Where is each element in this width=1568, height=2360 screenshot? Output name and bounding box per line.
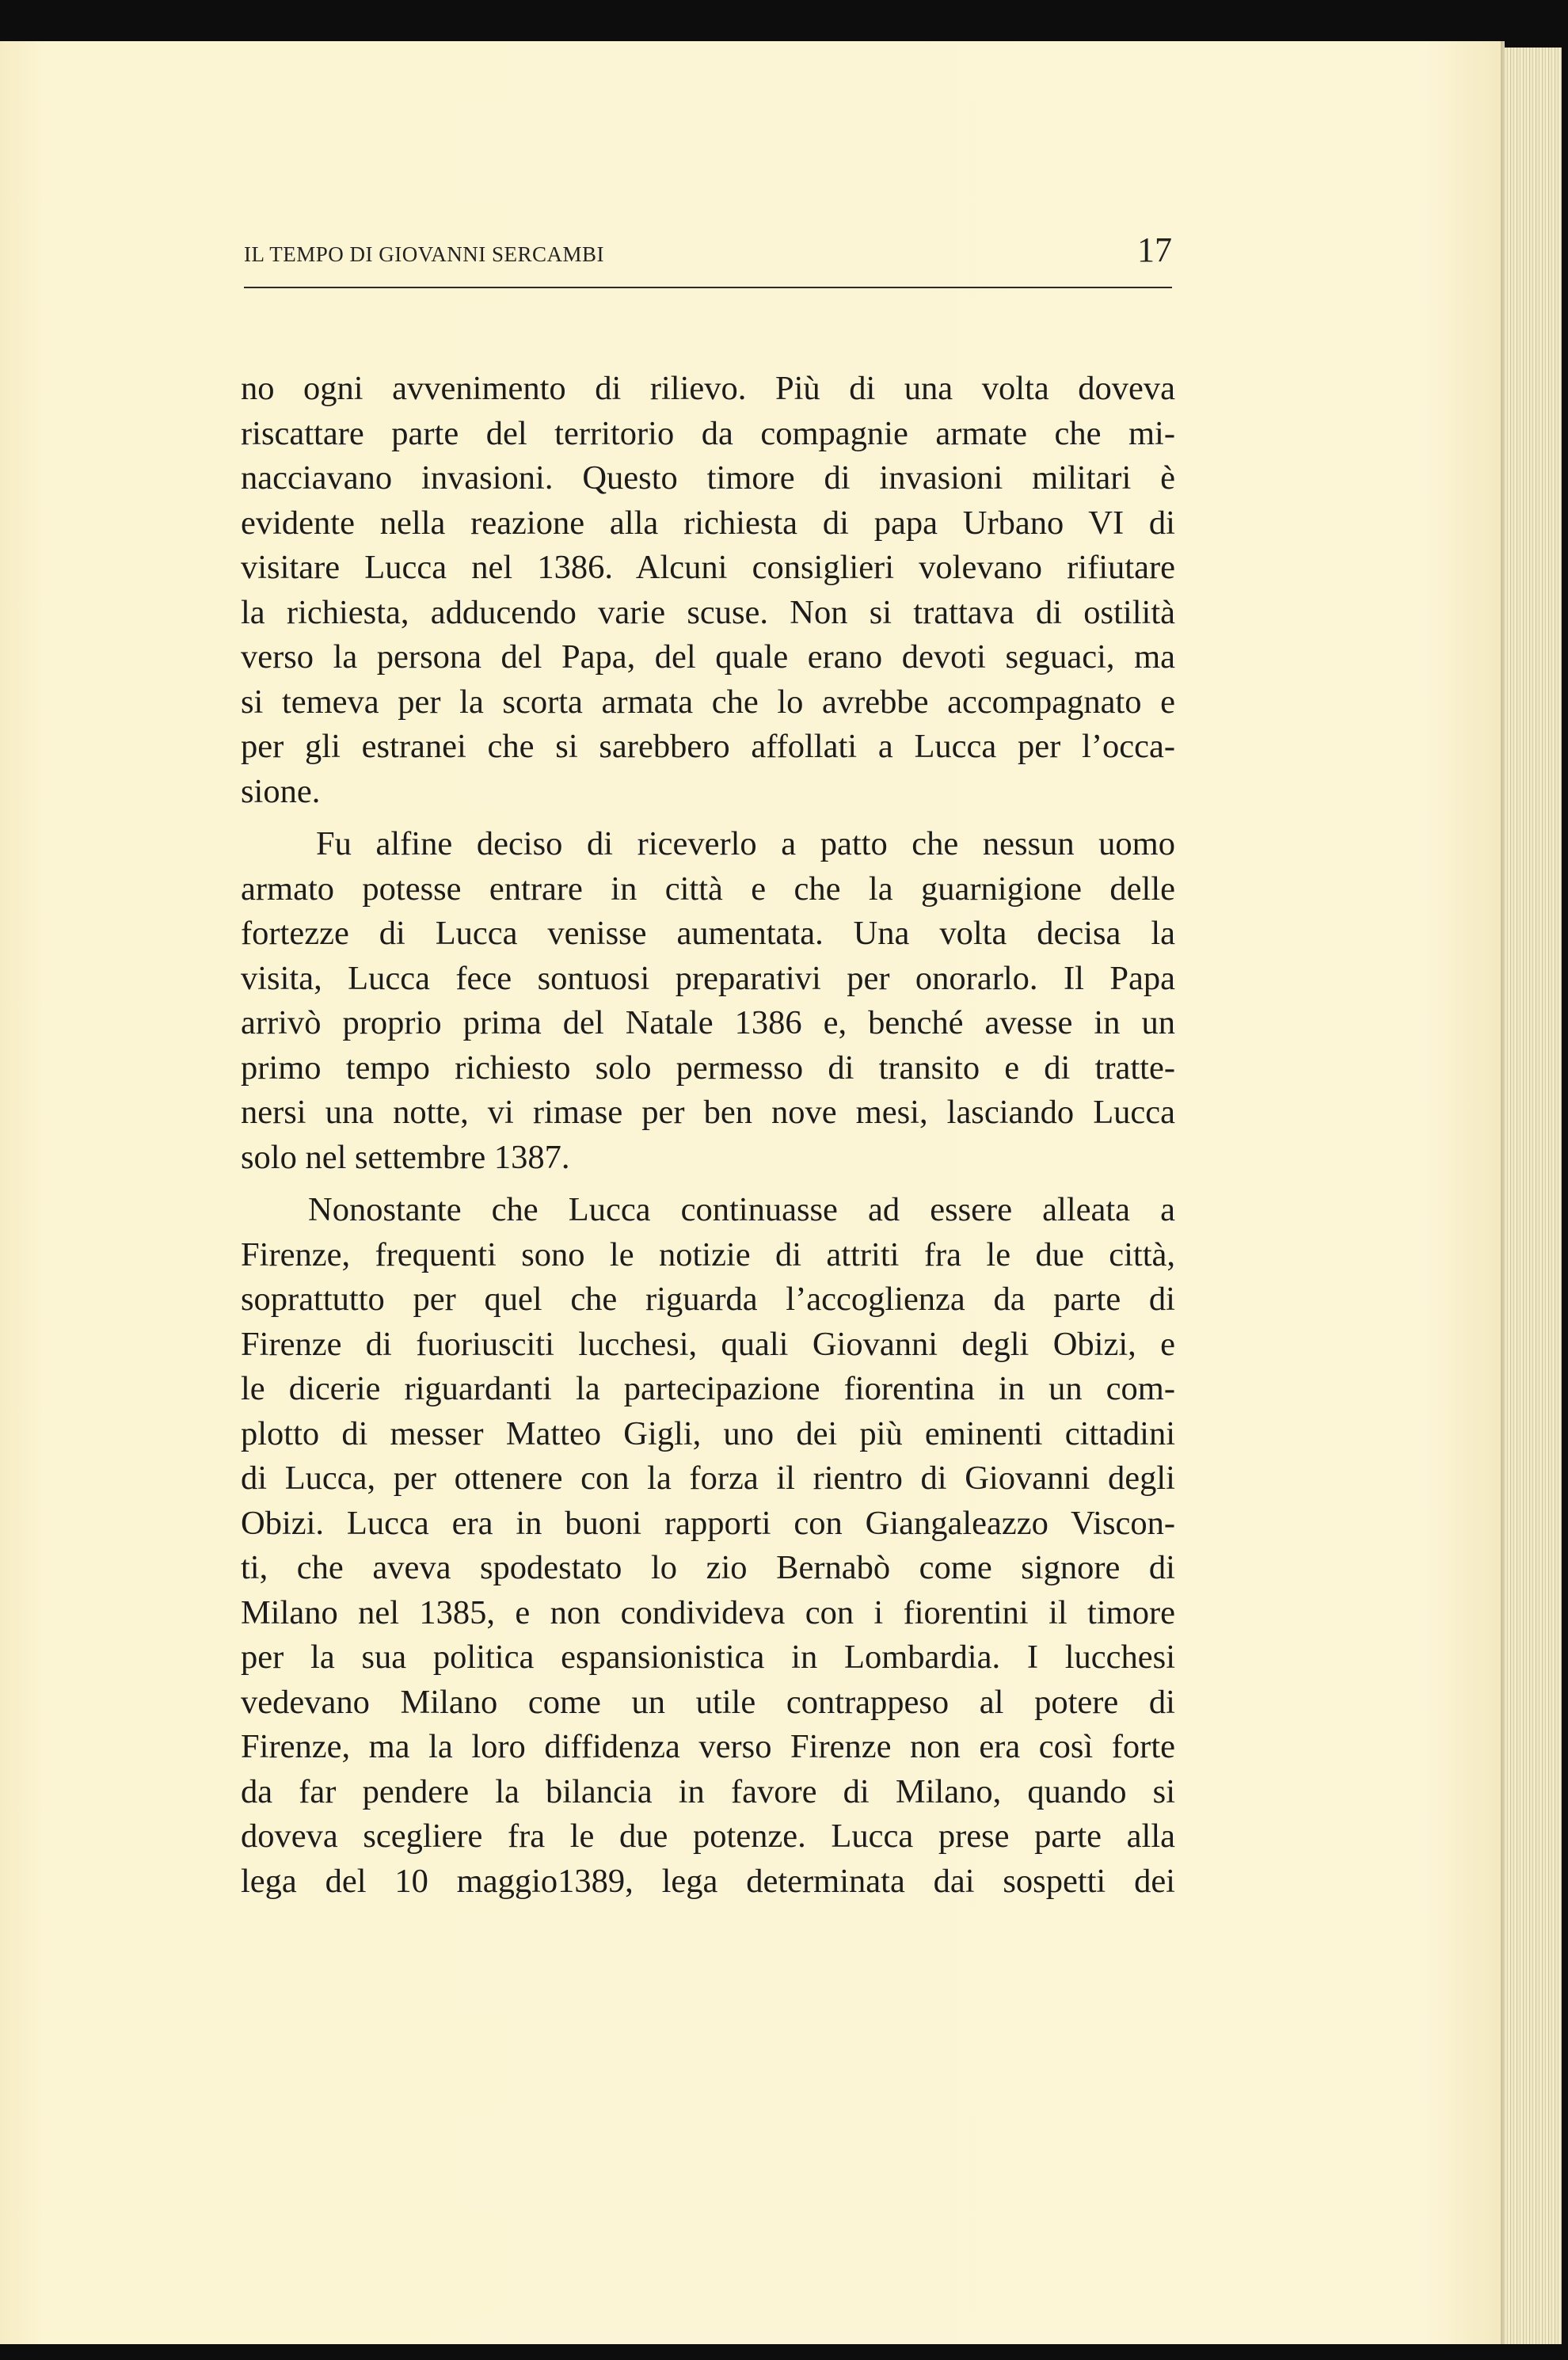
text-line: la richiesta, adducendo varie scuse. Non si trattava di ostilità bbox=[241, 593, 1175, 631]
text-line: sione. bbox=[241, 772, 321, 810]
text-line: Firenze di fuoriusciti lucchesi, quali Giovanni degli Obizi, e bbox=[241, 1325, 1175, 1363]
text-line: lega del 10 maggio1389, lega determinata dai sospetti dei bbox=[241, 1862, 1175, 1900]
text-line: solo nel settembre 1387. bbox=[241, 1138, 570, 1176]
paragraph-1 bbox=[241, 367, 1175, 814]
text-line: soprattutto per quel che riguarda l’accoglienza da parte di bbox=[241, 1281, 1175, 1318]
text-line: Milano nel 1385, e non condivideva con i fiorentini il timore bbox=[241, 1593, 1175, 1631]
text-line: Nonostante che Lucca continuasse ad essere alleata a bbox=[308, 1191, 1175, 1228]
text-line: armato potesse entrare in città e che la guarnigione delle bbox=[241, 870, 1175, 908]
text-line: ti, che aveva spodestato lo zio Bernabò come signore di bbox=[241, 1549, 1175, 1586]
body-text bbox=[241, 367, 1175, 1904]
running-head bbox=[244, 230, 1172, 288]
text-line: Obizi. Lucca era in buoni rapporti con Giangaleazzo Viscon- bbox=[241, 1504, 1175, 1542]
text-line: fortezze di Lucca venisse aumentata. Una volta decisa la bbox=[241, 915, 1175, 952]
running-title: IL TEMPO DI GIOVANNI SERCAMBI bbox=[244, 242, 605, 266]
text-line: le dicerie riguardanti la partecipazione fiorentina in un com- bbox=[241, 1370, 1175, 1407]
paragraph-gap bbox=[241, 1180, 1175, 1188]
page-edges bbox=[1505, 48, 1562, 2344]
text-line: per gli estranei che si sarebbero affollati a Lucca per l’occa- bbox=[241, 728, 1175, 765]
paragraph-2 bbox=[241, 822, 1175, 1180]
text-line: nacciavano invasioni. Questo timore di invasioni militari è bbox=[241, 459, 1175, 497]
text-line: visita, Lucca fece sontuosi preparativi per onorarlo. Il Papa bbox=[241, 959, 1175, 997]
paragraph-gap bbox=[241, 814, 1175, 822]
text-line: visitare Lucca nel 1386. Alcuni consiglieri volevano rifiutare bbox=[241, 549, 1175, 586]
text-line: vedevano Milano come un utile contrappeso al potere di bbox=[241, 1683, 1175, 1721]
text-line: riscattare parte del territorio da compagnie armate che mi- bbox=[241, 414, 1175, 452]
text-line: nersi una notte, vi rimase per ben nove mesi, lasciando Lucca bbox=[241, 1094, 1175, 1131]
page-number: 17 bbox=[1137, 230, 1172, 269]
text-line: si temeva per la scorta armata che lo avrebbe accompagnato e bbox=[241, 683, 1175, 721]
text-line: da far pendere la bilancia in favore di Milano, quando si bbox=[241, 1772, 1175, 1810]
text-line: Firenze, frequenti sono le notizie di attriti fra le due città, bbox=[241, 1235, 1175, 1273]
text-line: Firenze, ma la loro diffidenza verso Firenze non era così forte bbox=[241, 1728, 1175, 1765]
text-line: evidente nella reazione alla richiesta di papa Urbano VI di bbox=[241, 504, 1175, 542]
text-line: di Lucca, per ottenere con la forza il rientro di Giovanni degli bbox=[241, 1460, 1175, 1497]
text-line: arrivò proprio prima del Natale 1386 e, benché avesse in un bbox=[241, 1004, 1175, 1041]
text-line: primo tempo richiesto solo permesso di transito e di tratte- bbox=[241, 1049, 1175, 1087]
text-line: Fu alfine deciso di riceverlo a patto che nessun uomo bbox=[316, 825, 1175, 862]
paragraph-3 bbox=[241, 1188, 1175, 1904]
text-line: no ogni avvenimento di rilievo. Più di una volta doveva bbox=[241, 370, 1175, 407]
text-line: doveva scegliere fra le due potenze. Lucca prese parte alla bbox=[241, 1818, 1175, 1855]
text-line: plotto di messer Matteo Gigli, uno dei più eminenti cittadini bbox=[241, 1414, 1175, 1452]
text-line: verso la persona del Papa, del quale erano devoti seguaci, ma bbox=[241, 638, 1175, 676]
text-line: per la sua politica espansionistica in Lombardia. I lucchesi bbox=[241, 1639, 1175, 1676]
